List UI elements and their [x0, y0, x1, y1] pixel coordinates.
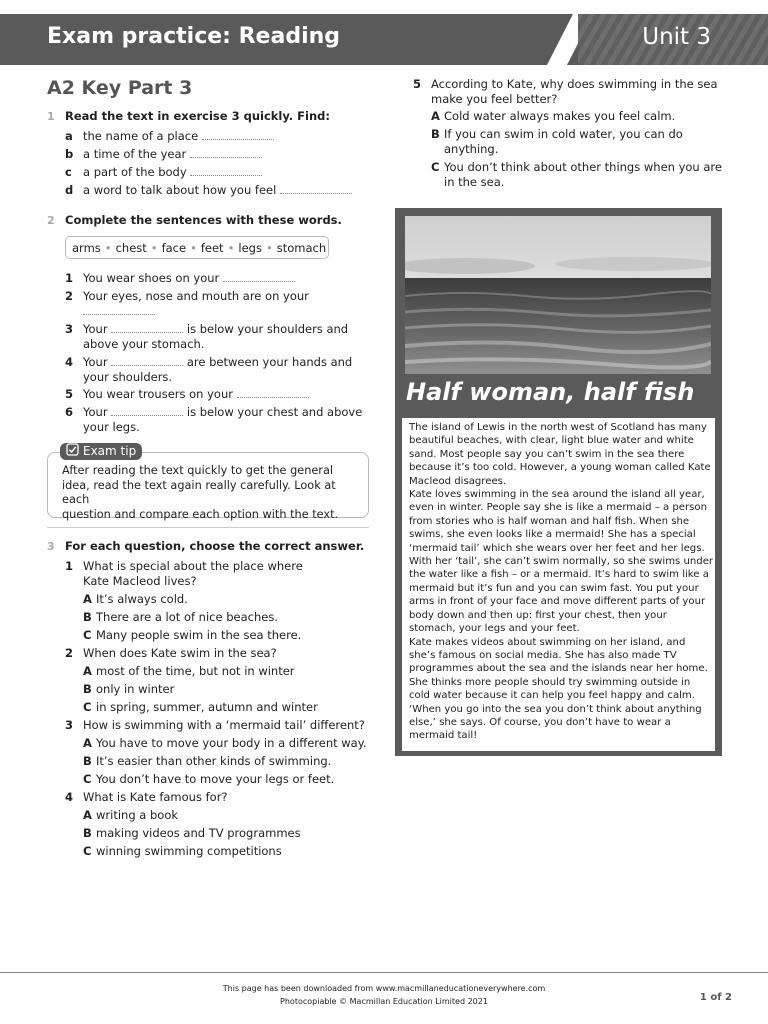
word: legs — [238, 241, 262, 255]
answer-option[interactable]: C Many people swim in the sea there. — [83, 628, 302, 642]
answer-blank[interactable] — [83, 304, 155, 315]
header-title: Exam practice: Reading — [47, 24, 341, 49]
section-divider — [47, 527, 369, 528]
exercise-1-item: b a time of the year — [65, 147, 365, 162]
exam-tip-text: After reading the text quickly to get the general idea, read the text again really carefully. Look at each question and compare each option with the text. — [62, 464, 339, 521]
exercise-2-item: 2 Your eyes, nose and mouth are on your — [65, 289, 365, 321]
answer-option[interactable]: C You don’t think about other things when you are in the sea. — [431, 160, 722, 189]
exercise-3-number: 3 — [47, 540, 55, 553]
unit-label: Unit 3 — [642, 24, 711, 50]
sea-photo — [405, 216, 711, 374]
footer-download-note: This page has been downloaded from www.macmillaneducationeverywhere.com — [222, 984, 546, 993]
answer-option[interactable]: A It’s always cold. — [83, 592, 188, 606]
question: 5 According to Kate, why does swimming in the sea make you feel better? — [413, 77, 718, 106]
exercise-2-item: 4 Your are between your hands and your shoulders. — [65, 355, 353, 384]
exercise-2-number: 2 — [47, 214, 55, 227]
footer-rule — [0, 972, 768, 973]
answer-option[interactable]: C in spring, summer, autumn and winter — [83, 700, 318, 714]
answer-option[interactable]: C winning swimming competitions — [83, 844, 282, 858]
answer-option[interactable]: A writing a book — [83, 808, 179, 822]
exercise-1-title: Read the text in exercise 3 quickly. Find: — [65, 109, 330, 123]
exercise-1-item: c a part of the body — [65, 165, 365, 180]
word-box: arms • chest • face • feet • legs • stomach — [65, 236, 329, 259]
exercise-2-title: Complete the sentences with these words. — [65, 213, 342, 227]
article-title: Half woman, half fish — [406, 378, 695, 406]
answer-blank[interactable] — [111, 355, 183, 366]
question: 1 What is special about the place where Kate Macleod lives? — [65, 559, 303, 588]
exam-tip-tab — [60, 443, 142, 460]
answer-blank[interactable] — [237, 387, 309, 398]
exercise-1-item: a the name of a place — [65, 129, 365, 144]
exercise-3-title: For each question, choose the correct answer. — [65, 539, 365, 553]
exam-tip-label: Exam tip — [83, 444, 137, 458]
answer-option[interactable]: A Cold water always makes you feel calm. — [431, 109, 676, 123]
question: 4 What is Kate famous for? — [65, 790, 228, 804]
answer-option[interactable]: A most of the time, but not in winter — [83, 664, 295, 678]
answer-blank[interactable] — [223, 271, 295, 282]
article-paragraph: Kate loves swimming in the sea around the island all year, even in winter. People say she is like a mermaid – a person from stories who is half woman and half fish. When she swims, she even looks like a mermaid! She has a special ‘mermaid tail’ which she wears over her feet and her legs. With her ‘tail’, she can’t swim normally, so she swims under the water like a fish – or a mermaid. It’s hard to swim like a mermaid but it’s fun and you can swim fast. You put your arms in front of your face and move different parts of your body down and then up: first your chest, then your stomach, your legs and your feet. — [409, 489, 714, 635]
exercise-2-item: 6 Your is below your chest and above your legs. — [65, 405, 363, 434]
section-heading: A2 Key Part 3 — [47, 77, 193, 99]
answer-option[interactable]: B If you can swim in cold water, you can do anything. — [431, 127, 683, 156]
answer-option[interactable]: B There are a lot of nice beaches. — [83, 610, 278, 624]
word: feet — [200, 241, 224, 255]
answer-option[interactable]: B It’s easier than other kinds of swimming. — [83, 754, 332, 768]
exercise-2-item: 1 You wear shoes on your — [65, 271, 365, 286]
word: chest — [115, 241, 147, 255]
answer-option[interactable]: C You don’t have to move your legs or feet. — [83, 772, 335, 786]
question: 2 When does Kate swim in the sea? — [65, 646, 277, 660]
exercise-2-item: 5 You wear trousers on your — [65, 387, 365, 402]
answer-blank[interactable] — [111, 405, 183, 416]
answer-blank[interactable] — [190, 147, 262, 158]
article-paragraph: Kate makes videos about swimming on her island, and she’s famous on social media. She has also made TV programmes about the sea and the islands near her home. She thinks more people should try swimming outside in cold water because it can help you feel happy and calm. ‘When you go into the sea you don’t think about anything else,’ she says. Of course, you don’t have to wear a mermaid tail! — [409, 636, 708, 742]
answer-blank[interactable] — [280, 183, 352, 194]
article-paragraph: The island of Lewis in the north west of Scotland has many beautiful beaches, with clear, light blue water and white sand. Most people say you can’t swim in the sea there because it’s too cold. However, a young woman called Kate Macleod disagrees. — [409, 422, 711, 487]
exercise-1-number: 1 — [47, 110, 55, 123]
article-body — [409, 421, 714, 743]
answer-blank[interactable] — [202, 129, 274, 140]
answer-blank[interactable] — [190, 165, 262, 176]
checkmark-icon — [66, 443, 79, 461]
exercise-2-item: 3 Your is below your shoulders and above your stomach. — [65, 322, 349, 351]
answer-blank[interactable] — [111, 322, 183, 333]
answer-option[interactable]: B making videos and TV programmes — [83, 826, 301, 840]
word: arms — [72, 241, 101, 255]
exercise-1-item: d a word to talk about how you feel — [65, 183, 365, 198]
answer-option[interactable]: A You have to move your body in a different way. — [83, 736, 367, 750]
page-number: 1 of 2 — [699, 992, 732, 1003]
word: face — [161, 241, 187, 255]
word: stomach — [276, 241, 327, 255]
page-header — [0, 14, 768, 65]
question: 3 How is swimming with a ‘mermaid tail’ different? — [65, 718, 365, 732]
answer-option[interactable]: B only in winter — [83, 682, 175, 696]
footer-copyright: Photocopiable © Macmillan Education Limited 2021 — [280, 997, 488, 1006]
